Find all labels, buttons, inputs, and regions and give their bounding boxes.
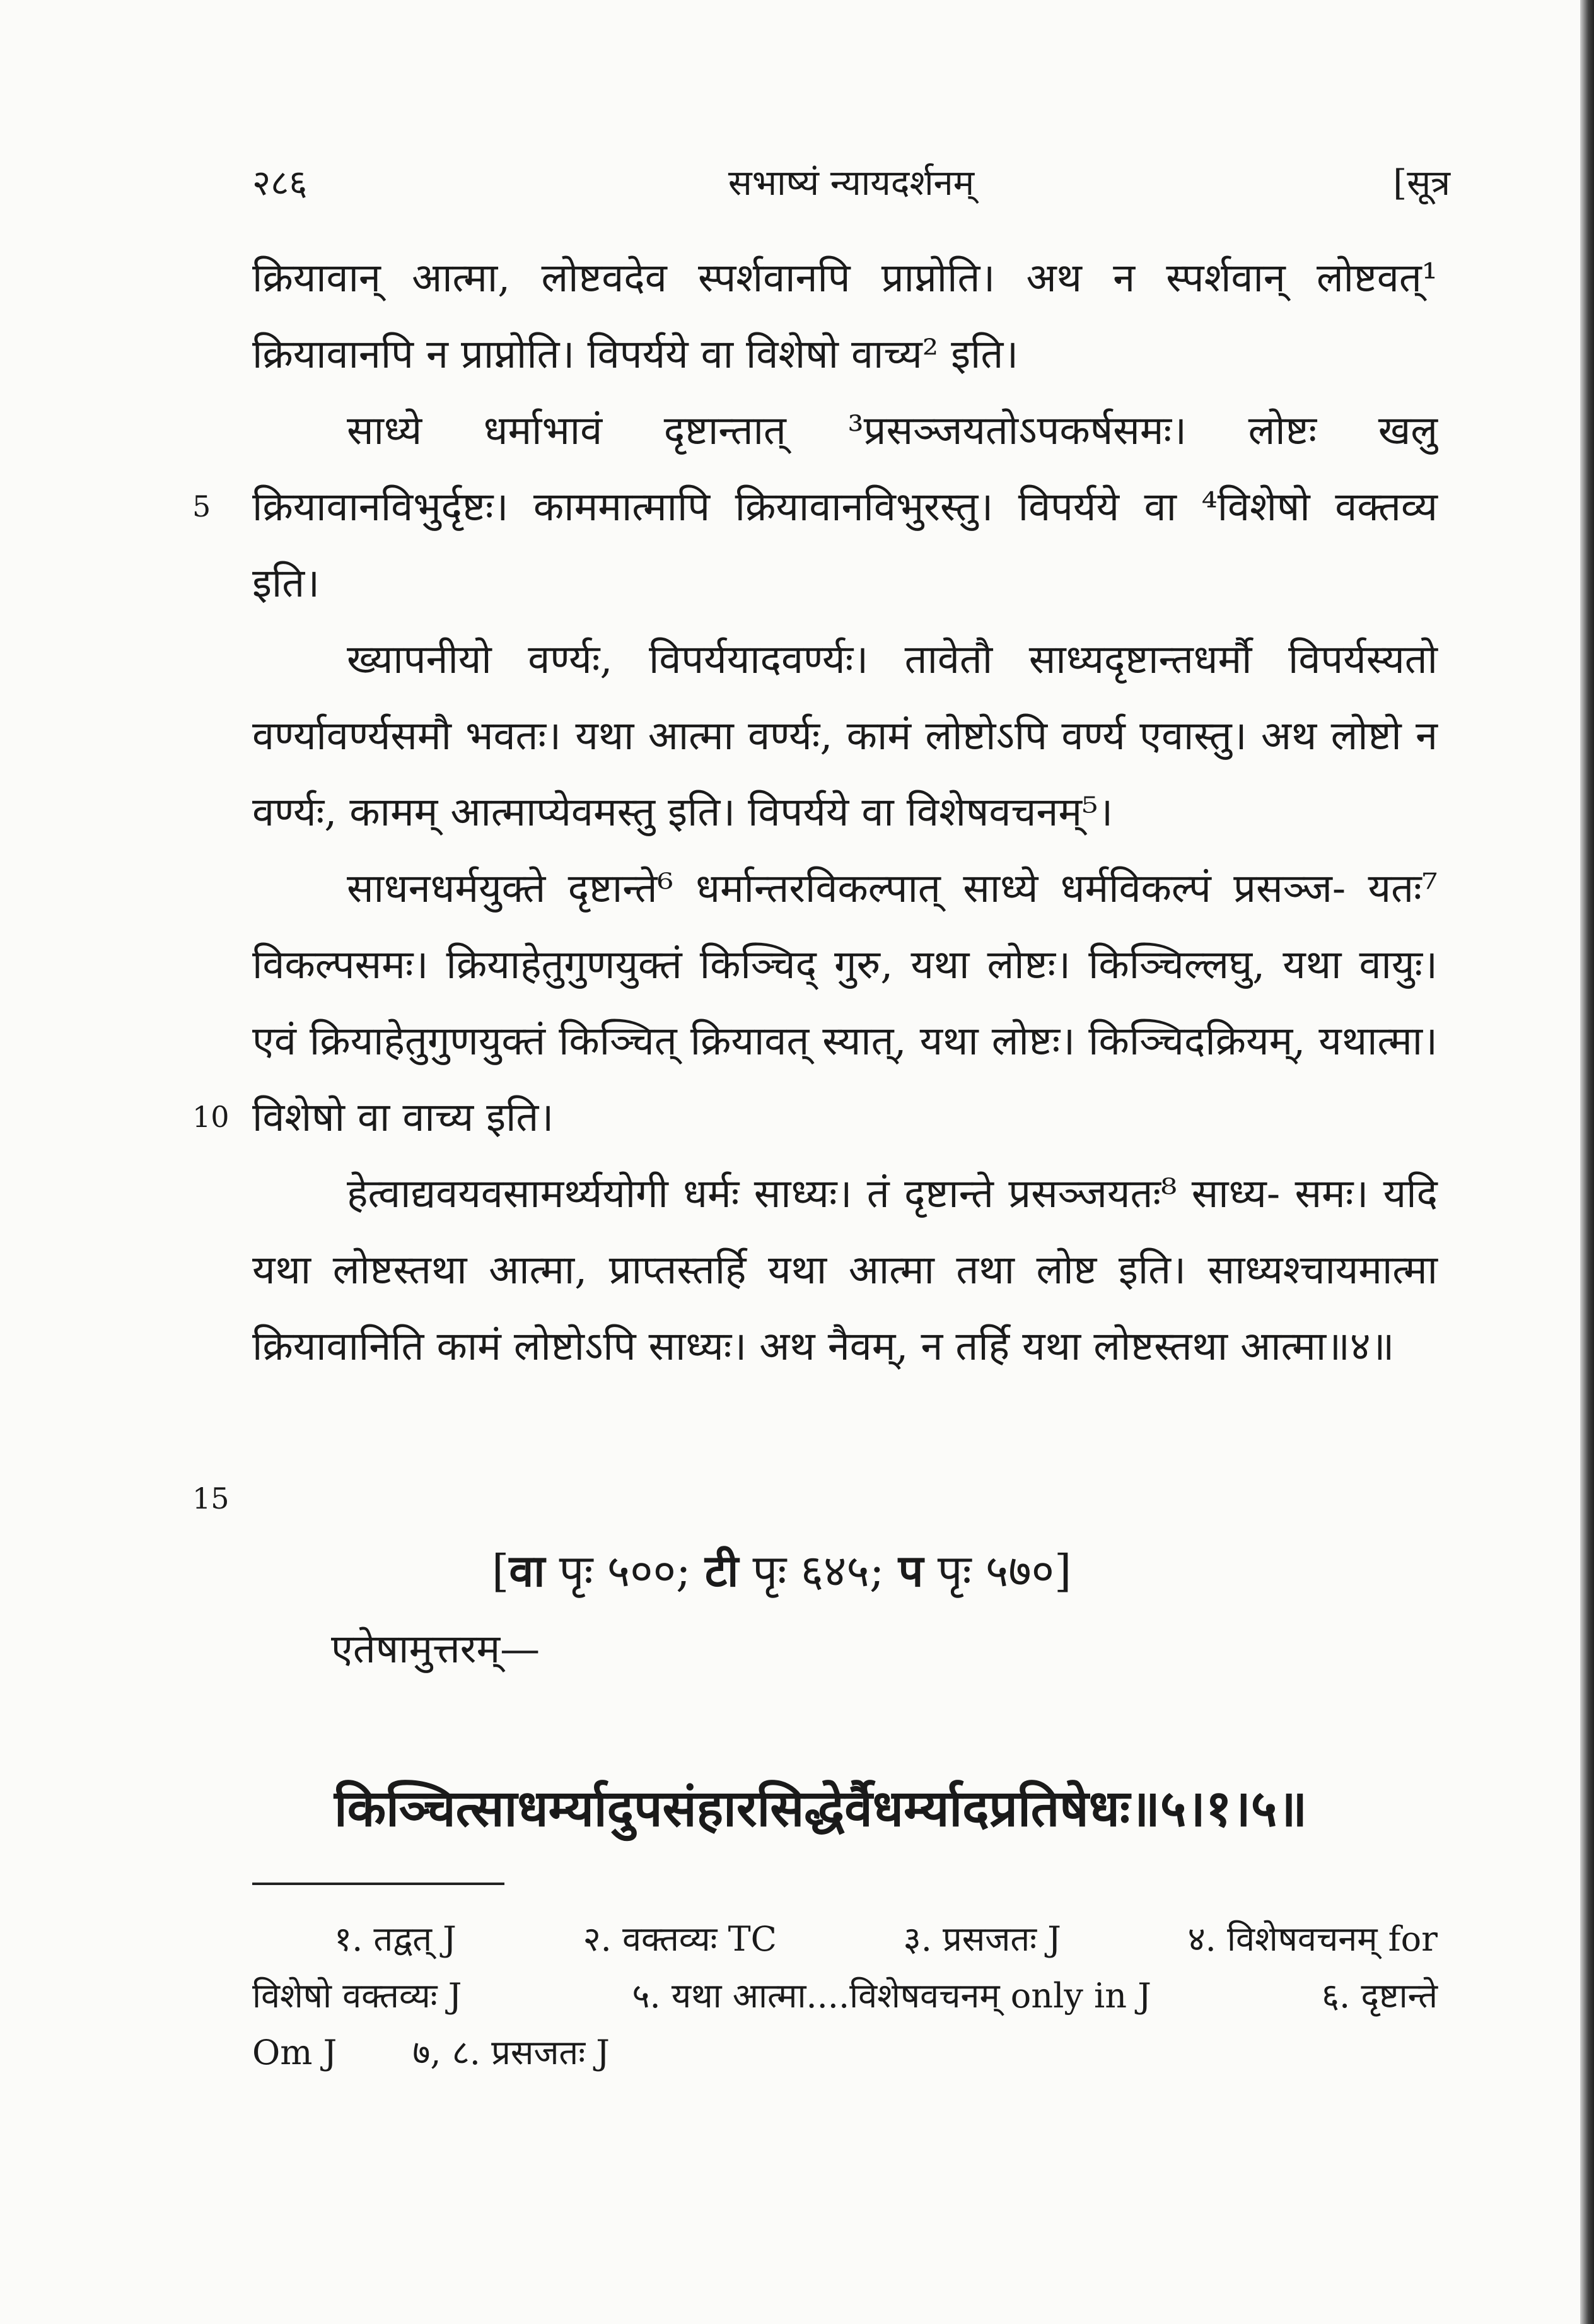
section-marker: [सूत्र	[1393, 163, 1450, 204]
footnote: ५. यथा आत्मा....विशेषवचनम् only in J	[632, 1976, 1151, 2016]
ref-vartika-page: पृः ५००;	[545, 1545, 705, 1597]
ref-parishuddhi: प	[898, 1544, 924, 1597]
footnote: ३. प्रसजतः J	[903, 1919, 1061, 1959]
paragraph-4: साधनधर्मयुक्ते दृष्टान्ते⁶ धर्मान्तरविकल्पात् साध्ये धर्मविकल्पं प्रसञ्ज- यतः⁷ विकल्पसमः। क्रियाहेतुगुणयुक्तं किञ्चिद् गुरु, यथा लोष्टः। किञ्चिल्लघु, यथा वायुः। एवं क्रियाहेतुगुणयुक्तं किञ्चित् क्रियावत् स्यात्, यथा लोष्टः। किञ्चिदक्रियम्, यथात्मा। विशेषो वा वाच्य इति।	[252, 865, 1438, 1140]
intro-line: एतेषामुत्तरम्—	[331, 1626, 540, 1672]
footnotes	[252, 1911, 1438, 2081]
footnote-row-2	[252, 1968, 1438, 2024]
paragraph-5: हेत्वाद्यवयवसामर्थ्ययोगी धर्मः साध्यः। तं दृष्टान्ते प्रसञ्जयतः⁸ साध्य- समः। यदि यथा लोष्टस्तथा आत्मा, प्राप्तस्तर्हि यथा आत्मा तथा लोष्ट इति। साध्यश्चायमात्मा क्रियावानिति कामं लोष्टोऽपि साध्यः। अथ नैवम्, न तर्हि यथा लोष्टस्तथा आत्मा॥४॥	[252, 1171, 1438, 1369]
line-number-5: 5	[192, 489, 211, 523]
paragraph-1: क्रियावान् आत्मा, लोष्टवदेव स्पर्शवानपि प्राप्नोति। अथ न स्पर्शवान् लोष्टवत्¹ क्रियावानपि न प्राप्नोति। विपर्यये वा विशेषो वाच्य² इति।	[252, 255, 1438, 377]
running-header	[252, 158, 1450, 208]
ref-parishuddhi-page: पृः ५७०]	[923, 1545, 1072, 1597]
running-title: सभाष्यं न्यायदर्शनम्	[728, 163, 975, 204]
footnote: Om J	[252, 2033, 337, 2072]
line-number-10: 10	[192, 1100, 230, 1134]
footnote: विशेषो वक्तव्यः J	[252, 1976, 462, 2016]
ref-bracket-open: [	[492, 1545, 509, 1597]
footnote-row-3	[252, 2024, 1438, 2081]
line-number-15: 15	[192, 1481, 230, 1515]
ref-tika-page: पृः ६४५;	[738, 1545, 899, 1597]
page-number: २८६	[252, 163, 308, 204]
footnote-rule	[252, 1883, 504, 1885]
footnote: २. वक्तव्यः TC	[583, 1919, 777, 1959]
ref-tika: टी	[704, 1544, 739, 1597]
footnote-row-1	[252, 1911, 1438, 1968]
footnote: ६. दृष्टान्ते	[1321, 1976, 1438, 2016]
footnote: ७, ८. प्रसजतः J	[412, 2033, 610, 2072]
footnote: ४. विशेषवचनम् for	[1187, 1919, 1438, 1959]
commentary-references	[492, 1539, 1071, 1599]
paragraph-2: साध्ये धर्माभावं दृष्टान्तात् ³प्रसञ्जयतोऽपकर्षसमः। लोष्टः खलु क्रियावानविभुर्दृष्टः। काममात्मापि क्रियावानविभुरस्तु। विपर्यये वा ⁴विशेषो वक्तव्य इति।	[252, 407, 1438, 606]
page-binding-edge	[1580, 0, 1594, 2324]
sutra-text: किञ्चित्साधर्म्यादुपसंहारसिद्धेर्वैधर्म्यादप्रतिषेधः॥५।१।५॥	[334, 1778, 1308, 1838]
paragraph-3: ख्यापनीयो वर्ण्यः, विपर्ययादवर्ण्यः। तावेतौ साध्यदृष्टान्तधर्मौ विपर्यस्यतो वर्ण्यावर्ण्यसमौ भवतः। यथा आत्मा वर्ण्यः, कामं लोष्टोऽपि वर्ण्य एवास्तु। अथ लोष्टो न वर्ण्यः, कामम् आत्माप्येवमस्तु इति। विपर्यये वा विशेषवचनम्⁵।	[252, 636, 1438, 835]
footnote: १. तद्वत् J	[334, 1919, 457, 1959]
ref-vartika: वा	[509, 1544, 545, 1597]
main-text	[192, 240, 1438, 1515]
